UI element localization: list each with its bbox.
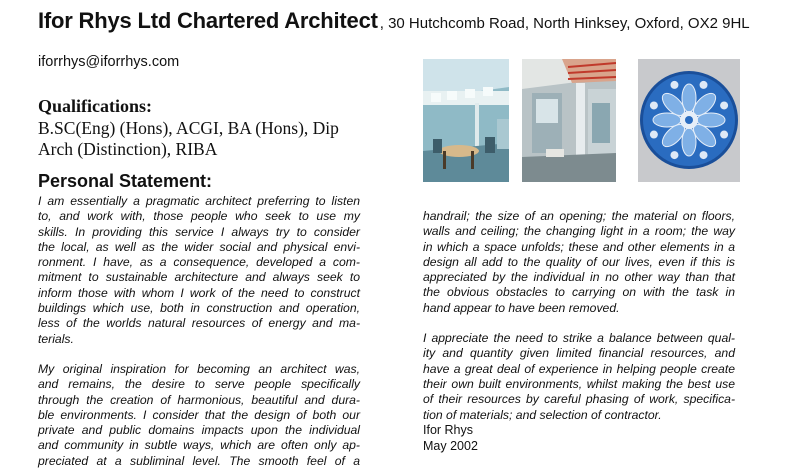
statement-line: terials. [38,331,74,346]
statement-line: My original inspiration for becoming an architect was, [38,361,360,376]
personal-statement-heading: Personal Statement: [38,171,213,191]
statement-line: tion of materials; and selection of contractor. [423,407,662,422]
statement-line: mitment to sustainable architecture and always seek to [38,270,360,285]
interior-photo-hall [522,59,616,182]
statement-line: ronment. I have, as a consequence, developed a com- [38,255,360,270]
statement-right-column [423,209,735,423]
qualifications-line: B.SC(Eng) (Hons), ACGI, BA (Hons), Dip [38,118,339,138]
statement-line: in which a space unfolds; these and other elements in a [423,239,735,254]
statement-line: I am essentially a pragmatic architect preferring to listen [38,194,360,208]
statement-line: appreciated by the individual in no other way than that [423,270,735,285]
signature-date: May 2002 [423,439,478,453]
statement-line: inform those with whom I work of the need to construct [38,285,360,300]
statement-left-column [38,194,360,469]
firm-name: Ifor Rhys Ltd Chartered Architect [38,8,378,33]
statement-line: to, and work with, those people who seek to use my [38,209,360,224]
email-address: iforrhys@iforrhys.com [38,54,180,70]
statement-line: private and public domains impacts upon the individual [38,423,360,438]
statement-line: skills. In providing this service I always try to consider [38,224,360,239]
signature-block [423,422,478,454]
qualifications-line: Arch (Distinction), RIBA [38,139,218,159]
statement-line: I appreciate the need to strike a balance between qual- [423,331,735,346]
signature-name: Ifor Rhys [423,423,474,437]
document-header [38,8,778,34]
statement-line: ity and quantity given limited financial resources, and [423,346,735,361]
interior-photo-room [423,59,509,182]
statement-line: preciated at a subliminal level. The smooth feel of a [38,453,360,468]
qualifications-heading: Qualifications: [38,96,153,116]
statement-line: the local, as well as the wider social and physical envi- [38,239,360,254]
statement-line: of their resources by careful phasing of work, specifica- [423,392,735,407]
statement-line: buildings which use, both in construction and operation, [38,301,360,316]
statement-line: have a great deal of experience in helping people create [423,361,735,376]
statement-line: design all add to the quality of our lives, even if this is [423,254,735,269]
statement-line: their own built environments, whilst making the best use [423,376,735,391]
statement-line: through the creation of harmonious, beautiful and dura- [38,392,360,407]
statement-line: handrail; the size of an opening; the material on floors, [423,209,735,223]
statement-line: and community in subtle ways, which are often only ap- [38,438,360,453]
statement-line: less of the worlds natural resources of energy and ma- [38,316,360,331]
statement-line: walls and ceiling; the changing light in a room; the way [423,224,735,239]
qualifications-text [38,118,368,160]
statement-line: ble environments. I consider that the design of both our [38,407,360,422]
rose-window-photo [638,59,740,182]
statement-line: the obvious obstacles to carrying on with the task in [423,285,735,300]
statement-line: hand appear to have been removed. [423,300,620,315]
firm-address: , 30 Hutchcomb Road, North Hinksey, Oxford, OX2 9HL [379,15,750,32]
statement-line: and remains, the desire to serve people specifically [38,377,360,392]
